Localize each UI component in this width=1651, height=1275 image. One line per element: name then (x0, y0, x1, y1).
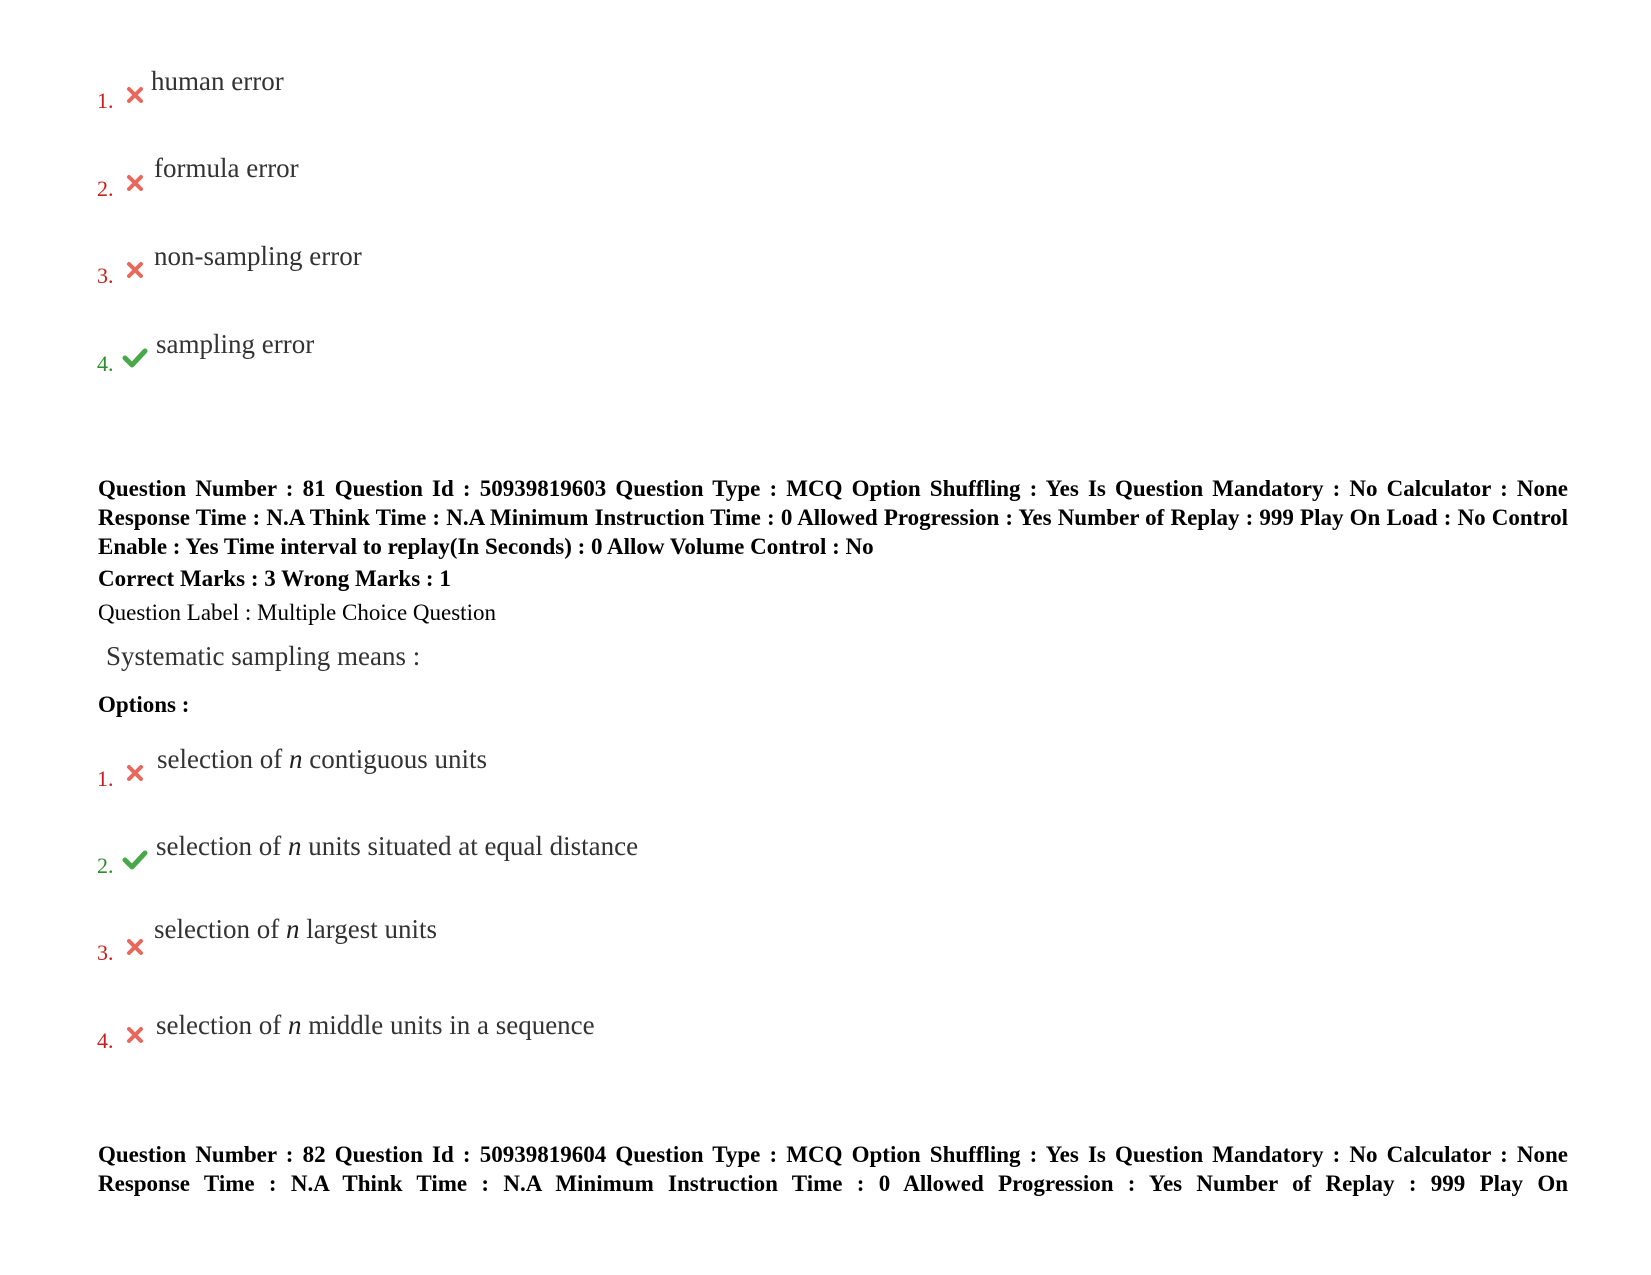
question-meta: Question Number : 81 Question Id : 50939819603 Question Type : MCQ Option Shuffling : Yes Is Question Mandatory : No Calculator : None Response Time : N.A Think Time : N.A Minimum Instruction Time : 0 Allowed Progression : Yes Number of Replay : 999 Play On Load : No Control Enable : Yes Time interval to replay(In Seconds) : 0 Allow Volume Control : No (98, 476, 1568, 559)
option-text-prefix: selection of (157, 744, 289, 774)
option-text: non-sampling error (154, 241, 362, 271)
check-icon (122, 347, 148, 369)
option-number: 1. (97, 766, 114, 791)
variable-n: n (287, 831, 302, 861)
option-row (97, 140, 997, 200)
cross-icon (126, 1026, 144, 1044)
option-number: 4. (97, 351, 114, 376)
question-stem: Systematic sampling means : (106, 641, 421, 671)
check-icon (122, 849, 148, 871)
option-row (97, 730, 997, 790)
option-text (156, 831, 638, 861)
variable-n: n (288, 744, 303, 774)
option-text-prefix: selection of (156, 1010, 288, 1040)
cross-icon (126, 174, 144, 192)
cross-icon (126, 86, 144, 104)
option-row (97, 904, 997, 964)
option-text-suffix: largest units (299, 914, 437, 944)
cross-icon (126, 764, 144, 782)
option-text-prefix: selection of (156, 831, 288, 861)
option-row (97, 817, 997, 877)
question-meta: Question Number : 82 Question Id : 50939819604 Question Type : MCQ Option Shuffling : Yes Is Question Mandatory : No Calculator : None Response Time : N.A Think Time : N.A Minimum Instruction Time : 0 Allowed Progression : Yes Number of Replay : 999 Play On (98, 1142, 1568, 1196)
cross-icon (126, 261, 144, 279)
option-text-suffix: middle units in a sequence (301, 1010, 595, 1040)
option-row (97, 227, 997, 287)
option-row (97, 52, 997, 112)
cross-icon (126, 938, 144, 956)
option-row (97, 992, 997, 1052)
option-number: 4. (97, 1028, 114, 1053)
option-text-suffix: contiguous units (302, 744, 487, 774)
option-text (154, 914, 437, 944)
variable-n: n (285, 914, 300, 944)
question-marks: Correct Marks : 3 Wrong Marks : 1 (98, 566, 451, 591)
option-text: sampling error (156, 329, 315, 359)
option-text (157, 744, 487, 774)
option-number: 3. (97, 263, 114, 288)
variable-n: n (287, 1010, 302, 1040)
question-label: Question Label : Multiple Choice Question (98, 600, 496, 625)
option-text (156, 1010, 595, 1040)
option-row (97, 315, 997, 375)
option-text: formula error (154, 153, 299, 183)
option-number: 3. (97, 940, 114, 965)
option-text-suffix: units situated at equal distance (301, 831, 639, 861)
options-heading: Options : (98, 692, 190, 717)
option-text: human error (151, 66, 284, 96)
option-number: 1. (97, 88, 114, 113)
option-number: 2. (97, 853, 114, 878)
option-text-prefix: selection of (154, 914, 286, 944)
option-number: 2. (97, 176, 114, 201)
